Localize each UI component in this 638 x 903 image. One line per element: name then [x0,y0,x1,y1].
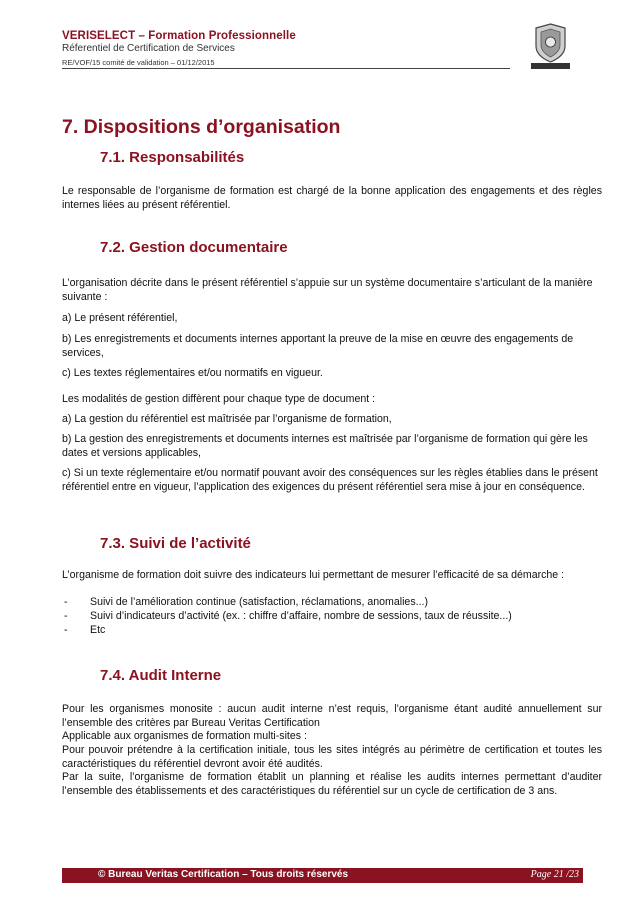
paragraph: L’organisation décrite dans le présent référentiel s’appuie sur un système documentaire s’articulant de la manière suivante : [62,277,593,303]
paragraph: Par la suite, l’organisme de formation établit un planning et réalise les audits internes permettant d’auditer l’ensemble des établissements et des caractéristiques du référentiel sur un cycle de certification de 3 ans. [62,771,602,797]
paragraph: Pour pouvoir prétendre à la certification initiale, tous les sites intégrés au périmètre de certification et toutes les caractéristiques du référentiel devront avoir été audités. [62,744,602,770]
paragraph: c) Les textes réglementaires et/ou normatifs en vigueur. [62,367,323,379]
list-item-text: Suivi de l’amélioration continue (satisfaction, réclamations, anomalies...) [90,596,428,608]
page-footer [62,868,583,883]
paragraph: L’organisme de formation doit suivre des indicateurs lui permettant de mesurer l’efficacité de sa démarche : [62,569,565,581]
paragraph: Le responsable de l’organisme de formation est chargé de la bonne application des engagements et des règles internes liées au présent référentiel. [62,185,602,211]
paragraph: a) La gestion du référentiel est maîtrisée par l’organisme de formation, [62,413,392,425]
page-header [62,30,296,54]
bureau-veritas-logo [527,20,574,70]
paragraph: Applicable aux organismes de formation multi-sites : [62,730,307,742]
heading-7-1: 7.1. Responsabilités [100,149,245,166]
paragraph: b) Les enregistrements et documents internes apportant la preuve de la mise en œuvre des engagements de services, [62,333,574,359]
header-code: RE/VOF/15 comité de validation – 01/12/2015 [62,58,215,67]
paragraph: Les modalités de gestion diffèrent pour chaque type de document : [62,393,376,405]
footer-copyright: © Bureau Veritas Certification – Tous droits réservés [98,869,349,880]
list-item-text: Etc [90,624,106,636]
bullet-dash: - [64,596,68,608]
bullet-dash: - [64,624,68,636]
section-title: 7. Dispositions d’organisation [62,116,341,138]
paragraph: Pour les organismes monosite : aucun audit interne n’est requis, l’organisme étant audité annuellement sur l’ensemble des critères par Bureau Veritas Certification [62,703,602,729]
heading-7-3: 7.3. Suivi de l’activité [100,535,251,552]
header-subtitle: Réferentiel de Certification de Services [62,43,235,54]
heading-7-2: 7.2. Gestion documentaire [100,239,288,256]
header-divider [62,68,510,69]
paragraph: b) La gestion des enregistrements et documents internes est maîtrisée par l’organisme de formation qui gère les dates et versions applicables, [62,433,588,459]
header-title: VERISELECT – Formation Professionnelle [62,30,296,42]
page-number: Page 21 /23 [530,869,579,880]
heading-7-4: 7.4. Audit Interne [100,667,222,684]
list-item-text: Suivi d’indicateurs d’activité (ex. : chiffre d’affaire, nombre de sessions, taux de réussite...) [90,610,512,622]
paragraph: c) Si un texte réglementaire et/ou normatif pouvant avoir des conséquences sur les règles établies dans le présent référentiel entre en vigueur, l’application des exigences du présent référentiel sera mise à jour en conséquence. [62,467,598,493]
paragraph: a) Le présent référentiel, [62,312,178,324]
bullet-dash: - [64,610,68,622]
